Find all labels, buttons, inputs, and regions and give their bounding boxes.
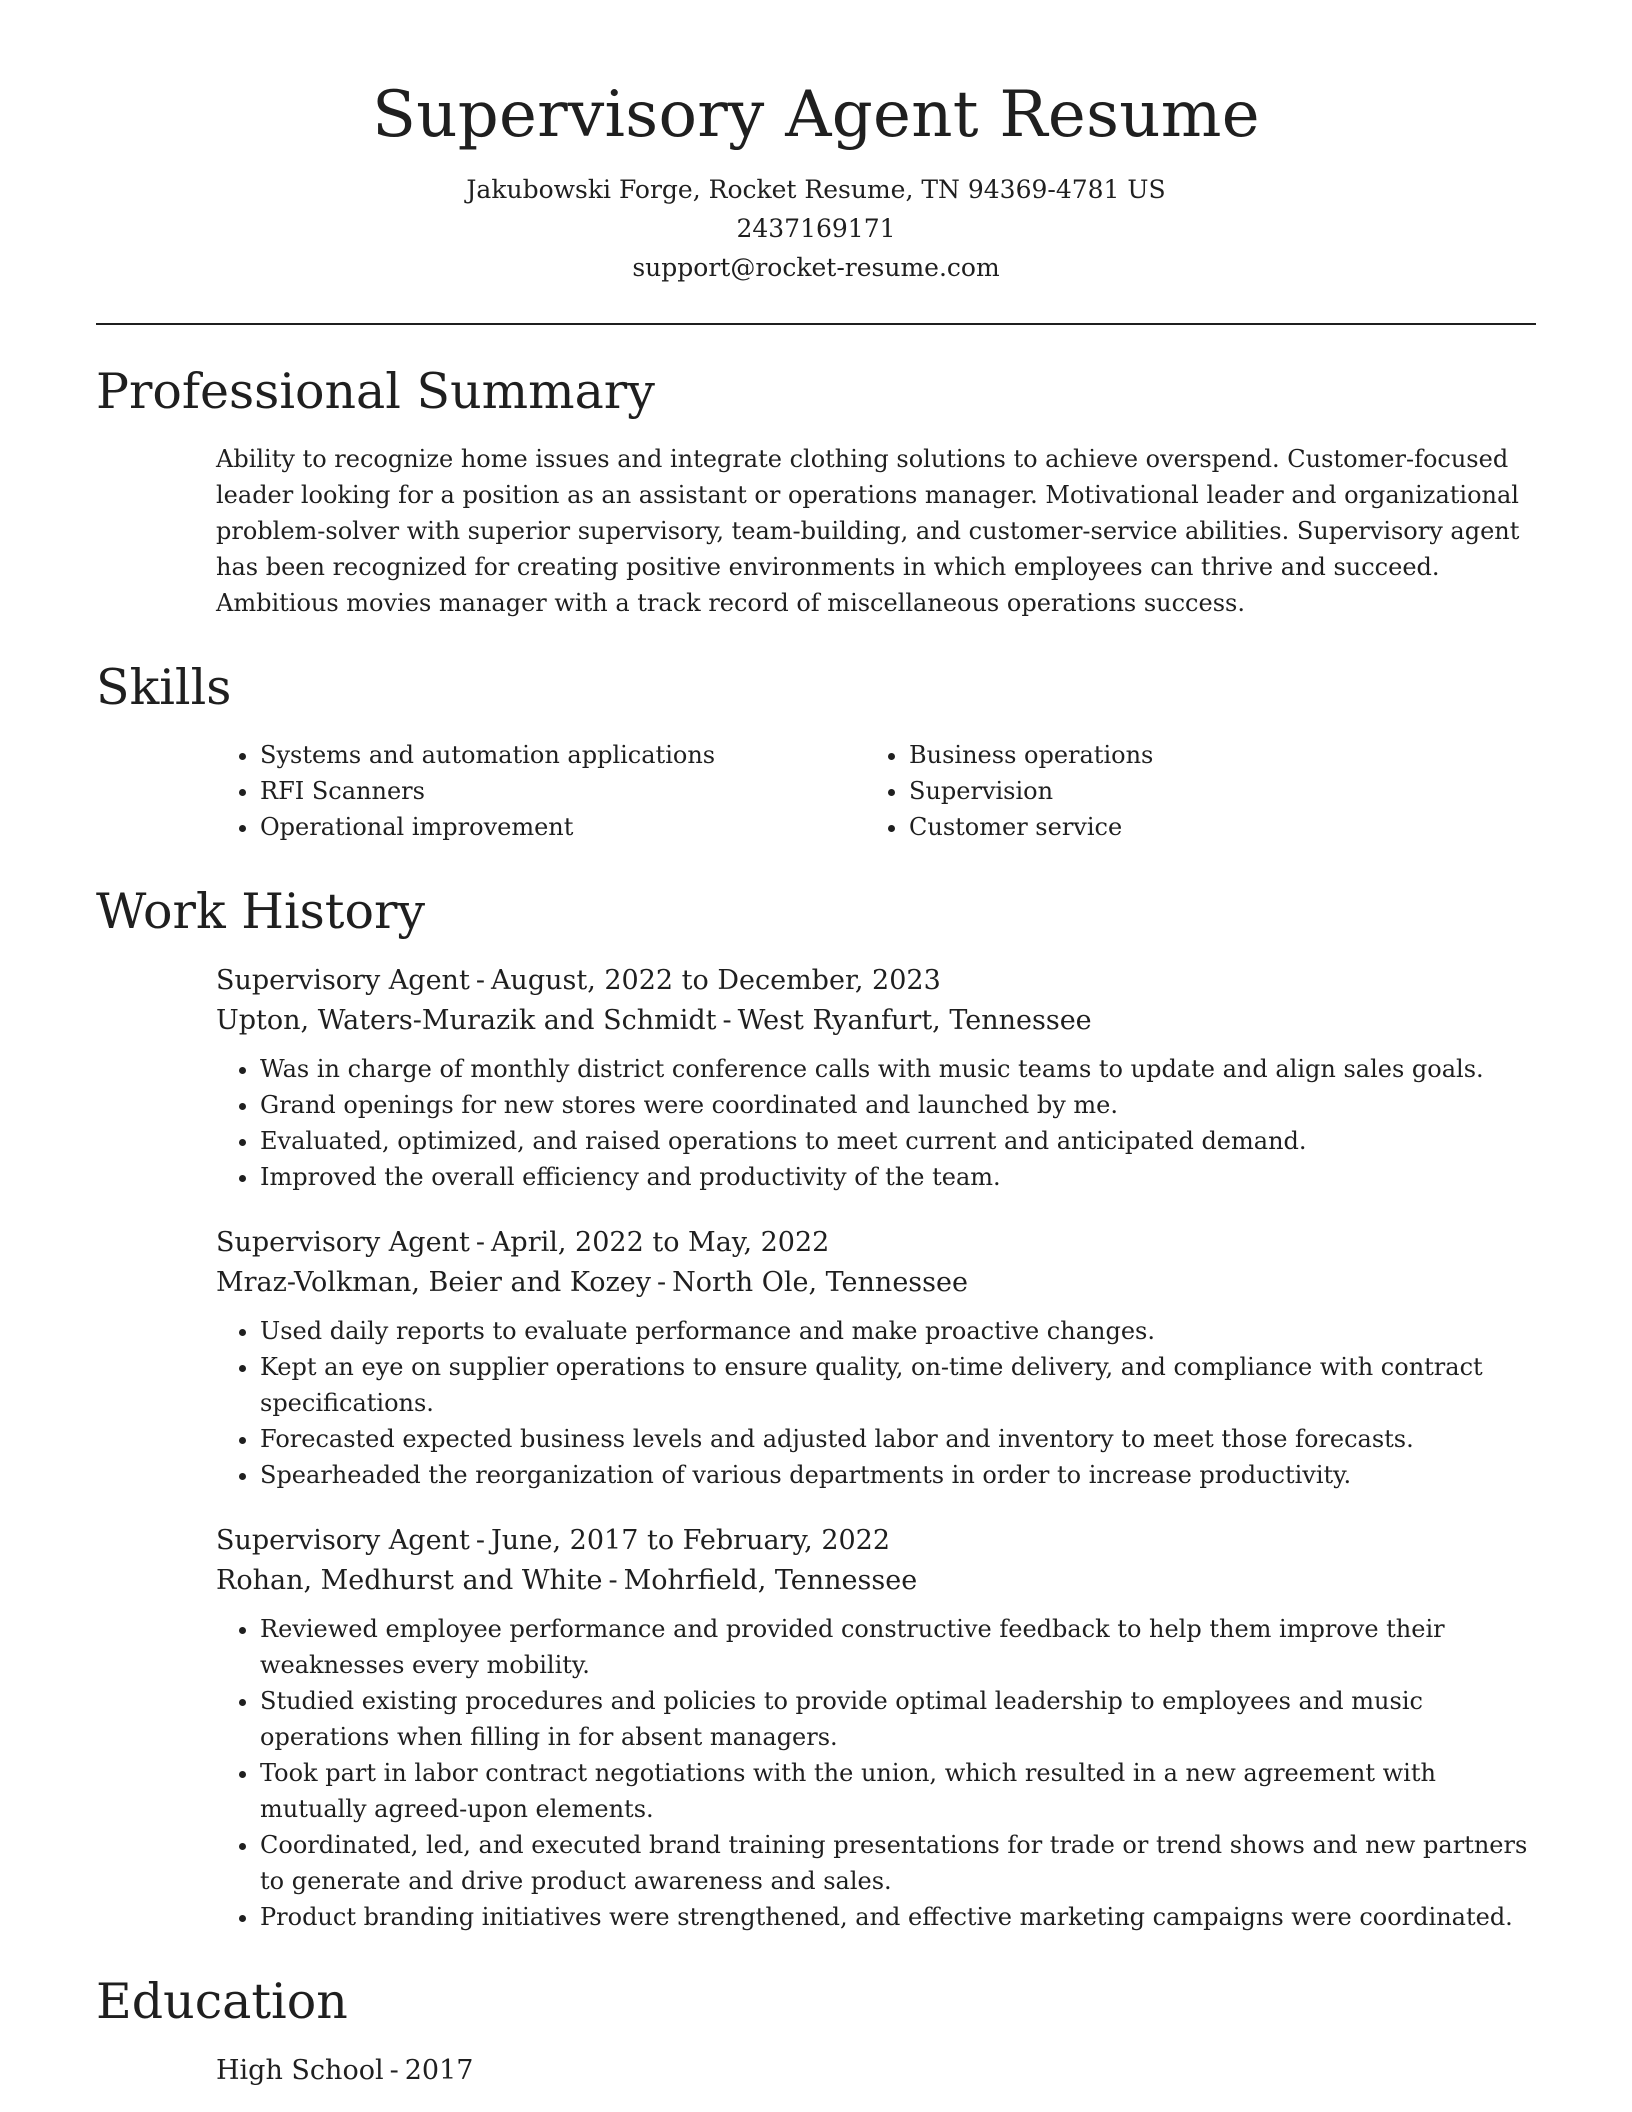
job-location: Mohrfield, Tennessee [623,1565,918,1597]
job-company: Mraz-Volkman, Beier and Kozey [216,1267,651,1299]
skills-left-list [216,737,865,845]
job-bullets [216,1051,1536,1195]
job-title-line [216,1521,1536,1561]
job-title-line [216,1223,1536,1263]
work-history-heading: Work History [96,883,426,941]
job-location: North Ole, Tennessee [672,1267,968,1299]
job-org-line [216,1263,1536,1303]
job-entry [216,1223,1536,1493]
skill-item: • Customer service [909,809,1514,845]
job-bullet: • Used daily reports to evaluate performance and make proactive changes. [260,1313,1536,1349]
separator: - [475,1227,485,1259]
job-bullets [216,1611,1536,1935]
job-entry [216,961,1536,1195]
skills-section [216,737,1536,845]
skill-item: • Supervision [909,773,1514,809]
skills-right-list [865,737,1514,845]
education-degree: High School [216,2054,384,2086]
job-title: Supervisory Agent [216,1227,470,1259]
job-bullet: • Was in charge of monthly district conference calls with music teams to update and align sales goals. [260,1051,1536,1087]
job-dates: August, 2022 to December, 2023 [490,965,941,997]
skill-item: • Systems and automation applications [260,737,865,773]
job-bullet: • Studied existing procedures and policies to provide optimal leadership to employees and music operations when filling in for absent managers. [260,1683,1536,1755]
job-bullet: • Grand openings for new stores were coordinated and launched by me. [260,1087,1536,1123]
job-title-line [216,961,1536,1001]
separator: - [475,1525,485,1557]
job-bullet: • Coordinated, led, and executed brand training presentations for trade or trend shows and new partners to generate and drive product awareness and sales. [260,1827,1536,1899]
job-bullet: • Evaluated, optimized, and raised operations to meet current and anticipated demand. [260,1123,1536,1159]
skill-item: • Business operations [909,737,1514,773]
job-dates: April, 2022 to May, 2022 [490,1227,830,1259]
job-title: Supervisory Agent [216,1525,470,1557]
separator: - [657,1267,667,1299]
resume-title: Supervisory Agent Resume [372,78,1260,152]
job-company: Upton, Waters-Murazik and Schmidt [216,1005,717,1037]
job-location: West Ryanfurt, Tennessee [737,1005,1092,1037]
job-bullet: • Took part in labor contract negotiations with the union, which resulted in a new agreement with mutually agreed-upon elements. [260,1755,1536,1827]
job-bullets [216,1313,1536,1493]
job-bullet: • Forecasted expected business levels and adjusted labor and inventory to meet those forecasts. [260,1421,1536,1457]
separator: - [389,2054,399,2086]
summary-section [216,441,1536,621]
separator: - [608,1565,618,1597]
contact-email: support@rocket-resume.com [632,253,1000,283]
job-bullet: • Product branding initiatives were strengthened, and effective marketing campaigns were coordinated. [260,1899,1536,1935]
job-dates: June, 2017 to February, 2022 [490,1525,891,1557]
job-title: Supervisory Agent [216,965,470,997]
job-bullet: • Spearheaded the reorganization of various departments in order to increase productivity. [260,1457,1536,1493]
job-entry [216,1521,1536,1935]
education-heading: Education [96,1973,348,2031]
contact-address: Jakubowski Forge, Rocket Resume, TN 94369-4781 US [466,175,1166,205]
education-section [216,2051,1536,2091]
skills-heading: Skills [96,659,232,717]
work-history-section [216,961,1536,1935]
skill-item: • Operational improvement [260,809,865,845]
resume-page [96,80,1536,2091]
job-bullet: • Reviewed employee performance and provided constructive feedback to help them improve their weaknesses every mobility. [260,1611,1536,1683]
job-bullet: • Improved the overall efficiency and productivity of the team. [260,1159,1536,1195]
job-bullet: • Kept an eye on supplier operations to ensure quality, on-time delivery, and compliance with contract specifications. [260,1349,1536,1421]
skill-item: • RFI Scanners [260,773,865,809]
job-org-line [216,1561,1536,1601]
header-divider [96,323,1536,325]
education-year: 2017 [404,2054,474,2086]
job-company: Rohan, Medhurst and White [216,1565,603,1597]
summary-text: Ability to recognize home issues and integrate clothing solutions to achieve overspend. Customer-focused leader looking for a position as an assistant or operations manager. Motivational leader and organizational problem-solver with superior supervisory, team-building, and customer-service abilities. Supervisory agent has been recognized for creating positive environments in which employees can thrive and succeed. Ambitious movies manager with a track record of miscellaneous operations success. [216,445,1520,618]
contact-phone: 2437169171 [736,214,896,244]
separator: - [722,1005,732,1037]
education-entry [216,2051,1536,2091]
job-org-line [216,1001,1536,1041]
separator: - [475,965,485,997]
summary-heading: Professional Summary [96,363,655,421]
skills-columns [216,737,1536,845]
